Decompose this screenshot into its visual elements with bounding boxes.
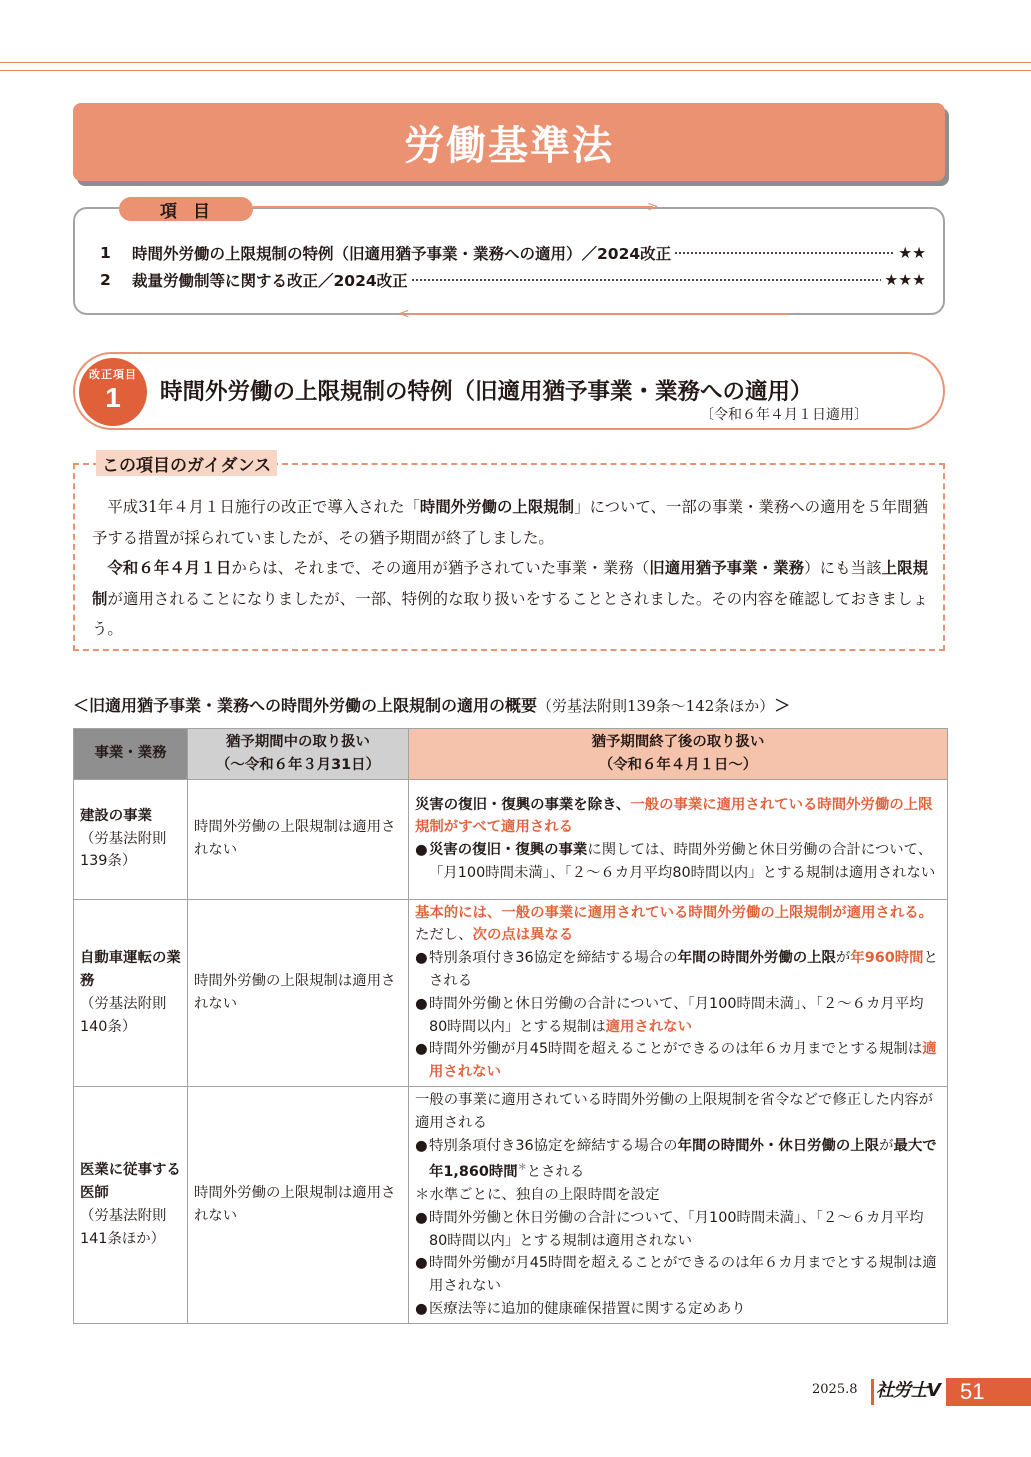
bullet-item: ● 時間外労働が月45時間を超えることができるのは年６カ月までとする規制は適用されない <box>415 1038 941 1084</box>
after-lead: 一般の事業に適用されている時間外労働の上限規制を省令などで修正した内容が適用される <box>415 1091 934 1131</box>
item-number: 1 <box>100 244 111 262</box>
item-text: 時間外労働の上限規制の特例（旧適用猶予事業・業務への適用）／2024改正 <box>132 245 672 263</box>
page-title: 労働基準法 <box>404 122 614 169</box>
header-during: 猶予期間中の取り扱い （～令和６年３月31日） <box>188 729 409 780</box>
bullet-icon: ● <box>415 950 428 967</box>
cell-business: 医業に従事する医師 （労基法附則141条ほか） <box>74 1086 188 1323</box>
leader-dots <box>411 279 882 281</box>
footnote: ＊水準ごとに、独自の上限時間を設定 <box>415 1186 660 1203</box>
cell-after <box>409 1086 948 1323</box>
footer-divider <box>871 1379 874 1405</box>
badge-label: 改正項目 <box>89 368 137 381</box>
badge-number: 1 <box>105 382 121 413</box>
guidance-label: この項目のガイダンス <box>96 450 277 476</box>
guidance-paragraph: 令和６年４月１日からは、それまで、その適用が猶予されていた事業・業務（旧適用猶予事業・業務）にも当該上限規制が適用されることになりましたが、一部、特例的な取り扱いをすることとされました。その内容を確認しておきましょう。 <box>92 559 928 638</box>
table-caption: ＜旧適用猶予事業・業務への時間外労働の上限規制の適用の概要（労基法附則139条～142条ほか）＞ <box>73 696 791 715</box>
after-lead: 基本的には、一般の事業に適用されている時間外労働の上限規制が適用される。ただし、次の点は異なる <box>415 904 934 944</box>
bullet-item: ● 医療法等に追加的健康確保措置に関する定めあり <box>415 1298 941 1321</box>
magazine-logo: 社労士V <box>876 1380 940 1401</box>
items-arrow-line <box>408 313 788 315</box>
page-number: 51 <box>946 1378 1031 1406</box>
header-business: 事業・業務 <box>74 729 188 780</box>
cell-business: 建設の事業 （労基法附則139条） <box>74 779 188 899</box>
section-title: 時間外労働の上限規制の特例（旧適用猶予事業・業務への適用） <box>160 379 813 405</box>
bullet-icon: ● <box>415 995 428 1012</box>
arrow-right-icon: > <box>647 199 659 215</box>
bullet-icon: ● <box>415 1300 428 1317</box>
overview-table <box>73 728 948 1324</box>
bullet-icon: ● <box>415 842 428 859</box>
bullet-item: ● 特別条項付き36協定を締結する場合の年間の時間外労働の上限が年960時間とされる <box>415 947 941 993</box>
guidance-text <box>92 492 928 645</box>
rating-stars: ★★ <box>898 244 926 262</box>
arrow-left-icon: < <box>398 306 410 322</box>
guidance-paragraph: 平成31年４月１日施行の改正で導入された「時間外労働の上限規制」について、一部の事業・業務への適用を５年間猶予する措置が採られていましたが、その猶予期間が終了しました。 <box>92 498 928 547</box>
table-header-row <box>74 729 948 780</box>
table-row <box>74 899 948 1086</box>
bullet-icon: ● <box>415 1209 428 1226</box>
top-rule <box>0 70 1031 71</box>
table-row <box>74 779 948 899</box>
cell-during: 時間外労働の上限規制は適用されない <box>188 1086 409 1323</box>
item-entry <box>100 268 926 292</box>
header-after: 猶予期間終了後の取り扱い （令和６年４月１日～） <box>409 729 948 780</box>
leader-dots <box>674 252 895 254</box>
item-entry <box>100 241 926 265</box>
item-text: 裁量労働制等に関する改正／2024改正 <box>132 272 408 290</box>
rating-stars: ★★★ <box>884 271 926 289</box>
top-rule <box>0 62 1031 63</box>
page-title-banner <box>73 103 945 181</box>
item-number: 2 <box>100 271 111 289</box>
table-row <box>74 1086 948 1323</box>
caption-reference: （労基法附則139条～142条ほか） <box>537 697 775 715</box>
bullet-icon: ● <box>415 1041 428 1058</box>
cell-after <box>409 899 948 1086</box>
items-arrow-line <box>253 206 653 208</box>
section-date: 〔令和６年４月１日適用〕 <box>700 407 868 423</box>
bullet-item: ● 災害の復旧・復興の事業に関しては、時間外労働と休日労働の合計について、「月100時間未満」、「２～６カ月平均80時間以内」とする規制は適用されない <box>415 839 941 885</box>
cell-after <box>409 779 948 899</box>
bullet-item: ● 時間外労働と休日労働の合計について、「月100時間未満」、「２～６カ月平均80時間以内」とする規制は適用されない <box>415 993 941 1039</box>
bullet-item: ● 時間外労働と休日労働の合計について、「月100時間未満」、「２～６カ月平均80時間以内」とする規制は適用されない <box>415 1207 941 1253</box>
after-lead: 災害の復旧・復興の事業を除き、一般の事業に適用されている時間外労働の上限規制がすべて適用される <box>415 796 933 836</box>
revision-badge <box>79 358 147 426</box>
bullet-icon: ● <box>415 1255 428 1272</box>
bullet-item: ● 時間外労働が月45時間を超えることができるのは年６カ月までとする規制は適用されない <box>415 1252 941 1298</box>
issue-date: 2025.8 <box>812 1382 858 1397</box>
cell-during: 時間外労働の上限規制は適用されない <box>188 899 409 1086</box>
items-tab: 項目 <box>119 197 253 221</box>
bullet-item: ● 特別条項付き36協定を締結する場合の年間の時間外・休日労働の上限が最大で年1,860時間＊とされる <box>415 1135 941 1184</box>
cell-during: 時間外労働の上限規制は適用されない <box>188 779 409 899</box>
bullet-icon: ● <box>415 1137 428 1154</box>
cell-business: 自動車運転の業務 （労基法附則140条） <box>74 899 188 1086</box>
